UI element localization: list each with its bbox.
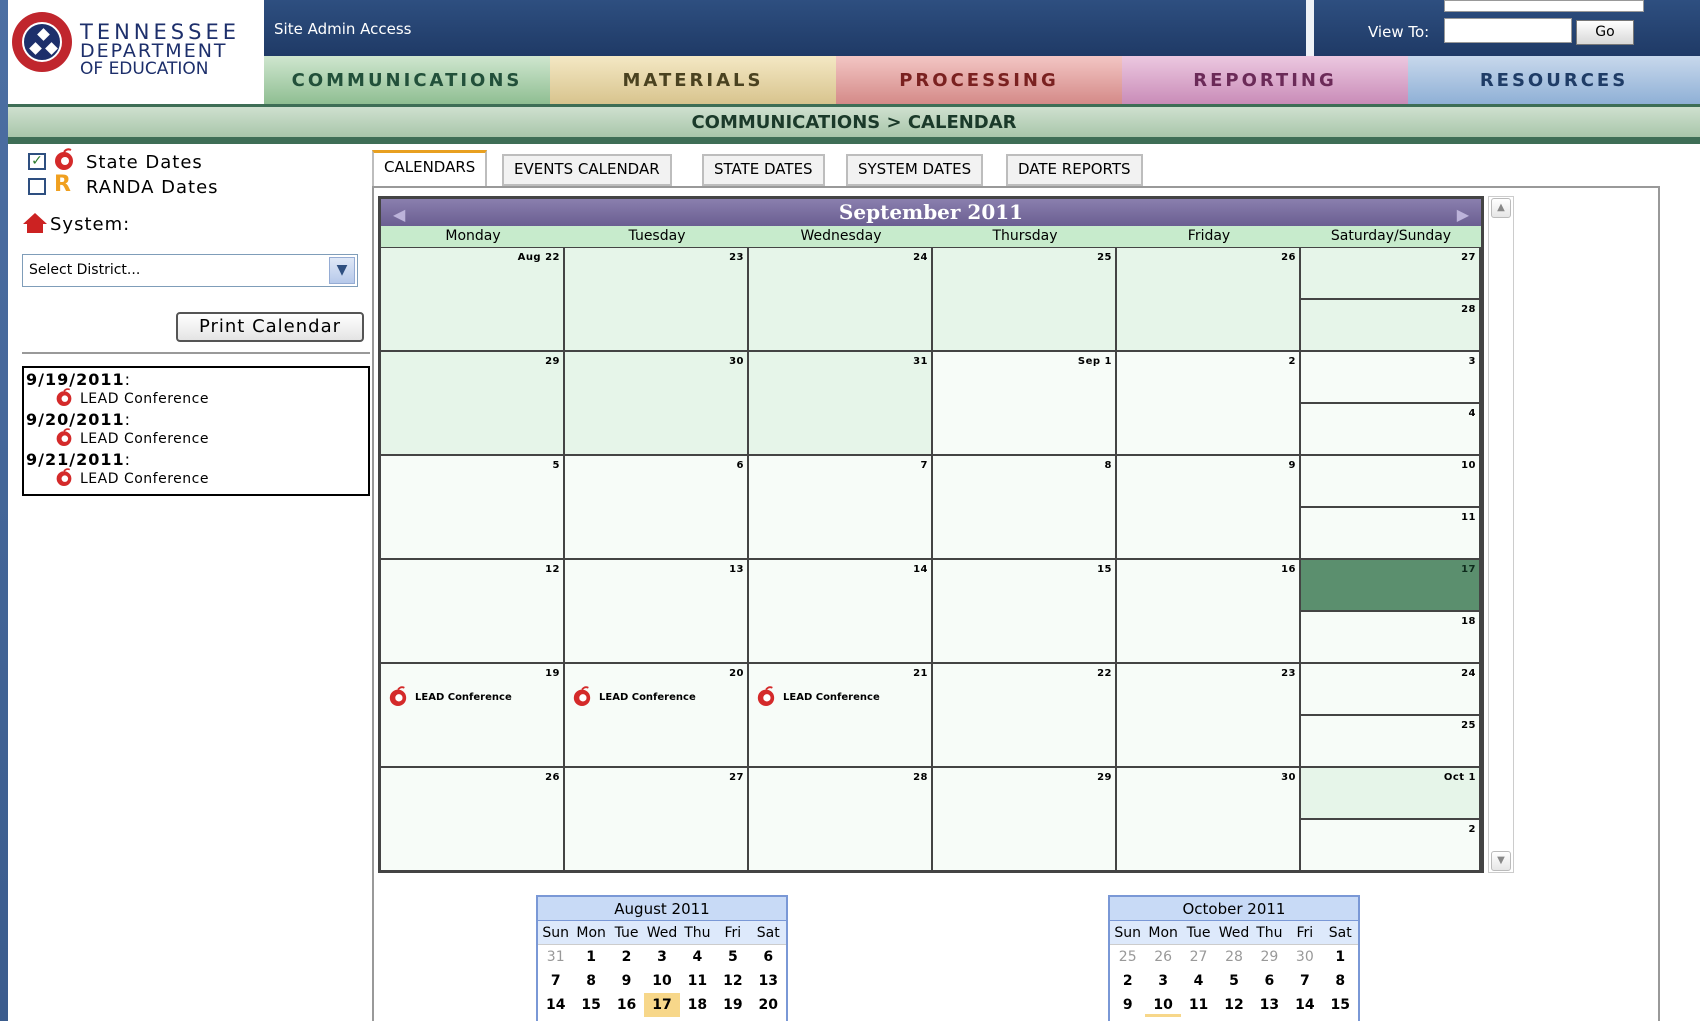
mini-weekday: Tue — [614, 925, 639, 941]
district-select-value: Select District... — [29, 262, 141, 278]
scroll-up-icon[interactable]: ▲ — [1491, 198, 1511, 218]
mini-day[interactable]: 5 — [727, 949, 738, 965]
prev-month-icon[interactable]: ◀ — [393, 205, 406, 224]
weekday-label: Friday — [1187, 228, 1231, 244]
randa-dates-label: RANDA Dates — [86, 177, 219, 198]
sidebar-divider — [22, 352, 370, 354]
go-button[interactable]: Go — [1576, 20, 1634, 45]
apple-icon — [571, 686, 593, 706]
day-number: 29 — [545, 356, 560, 367]
sunday-cell[interactable] — [1301, 508, 1481, 560]
day-cell[interactable] — [749, 560, 933, 664]
dropdown-arrow-icon[interactable]: ▼ — [329, 257, 355, 284]
view-to-input[interactable] — [1444, 18, 1572, 43]
apple-icon — [54, 428, 74, 446]
day-number: 27 — [729, 772, 744, 783]
event-date: 9/19/2011: — [26, 370, 132, 389]
day-cell[interactable] — [1117, 768, 1301, 872]
day-number: 24 — [1461, 668, 1476, 679]
state-dates-label: State Dates — [86, 152, 203, 173]
mini-day[interactable]: 13 — [758, 973, 778, 989]
mini-day[interactable]: 20 — [758, 997, 778, 1013]
day-number: 31 — [913, 356, 928, 367]
mini-day[interactable]: 9 — [1122, 997, 1133, 1013]
mini-calendar-title: August 2011 — [538, 897, 786, 921]
day-cell[interactable] — [1117, 352, 1301, 456]
apple-icon — [54, 468, 74, 486]
day-number: 20 — [729, 668, 744, 679]
mini-weekday: Wed — [646, 925, 678, 941]
mini-calendar-title: October 2011 — [1110, 897, 1358, 921]
tab-system-dates[interactable]: SYSTEM DATES — [846, 154, 983, 186]
mini-day[interactable]: 8 — [1335, 973, 1346, 989]
mini-calendar-week — [1110, 969, 1358, 993]
calendar-event[interactable] — [755, 686, 935, 706]
day-number: 13 — [729, 564, 744, 575]
day-cell[interactable] — [933, 560, 1117, 664]
day-cell[interactable] — [749, 352, 933, 456]
mini-weekday: Thu — [1256, 925, 1283, 941]
weekday-label: Thursday — [992, 228, 1058, 244]
event-list — [22, 366, 370, 496]
sunday-cell[interactable] — [1301, 820, 1481, 872]
day-cell[interactable] — [565, 768, 749, 872]
day-cell[interactable] — [749, 456, 933, 560]
day-cell[interactable] — [749, 664, 933, 768]
mini-day[interactable]: 4 — [692, 949, 703, 965]
main-nav — [264, 56, 1700, 104]
day-number: 26 — [1281, 252, 1296, 263]
mini-day[interactable]: 7 — [550, 973, 561, 989]
day-number: 24 — [913, 252, 928, 263]
mini-day[interactable]: 14 — [545, 997, 566, 1013]
day-cell[interactable] — [1117, 664, 1301, 768]
mini-weekday: Mon — [576, 925, 606, 941]
event-name: LEAD Conference — [80, 391, 209, 407]
day-cell[interactable] — [1117, 456, 1301, 560]
tab-calendars[interactable]: CALENDARS — [372, 150, 487, 188]
month-grid — [381, 248, 1481, 870]
mini-day[interactable]: 3 — [657, 949, 667, 965]
mini-day[interactable]: 14 — [1295, 997, 1315, 1013]
apple-icon — [755, 686, 777, 706]
event-name: LEAD Conference — [783, 692, 880, 703]
day-number: 23 — [1281, 668, 1296, 679]
day-cell[interactable] — [565, 456, 749, 560]
calendar-event[interactable] — [571, 686, 751, 706]
mini-day[interactable]: 2 — [1122, 973, 1133, 989]
day-number: 15 — [1097, 564, 1112, 575]
next-month-icon[interactable]: ▶ — [1456, 205, 1469, 224]
mini-day[interactable]: 2 — [621, 949, 632, 965]
mini-day[interactable]: 8 — [586, 973, 596, 989]
mini-day[interactable]: 7 — [1299, 973, 1310, 989]
day-number: 28 — [913, 772, 928, 783]
day-number: 14 — [913, 564, 928, 575]
randa-icon: R — [54, 172, 71, 197]
house-icon — [22, 212, 48, 234]
day-number: 3 — [1468, 356, 1476, 367]
day-cell[interactable] — [565, 248, 749, 352]
day-cell[interactable] — [933, 768, 1117, 872]
weekday-label: Saturday/Sunday — [1330, 228, 1452, 244]
day-cell[interactable] — [381, 768, 565, 872]
nav-resources[interactable]: RESOURCES — [1408, 56, 1700, 104]
left-edge-strip — [0, 0, 8, 1021]
mini-day[interactable]: 18 — [687, 997, 708, 1013]
day-number: 23 — [729, 252, 744, 263]
month-calendar — [378, 196, 1484, 873]
mini-weekday: Mon — [1148, 925, 1178, 941]
weekday-header — [381, 226, 1481, 248]
mini-day[interactable]: 17 — [644, 993, 679, 1017]
mini-day[interactable]: 31 — [546, 949, 565, 965]
saturday-cell[interactable] — [1301, 248, 1481, 300]
mini-day[interactable]: 28 — [1225, 949, 1243, 965]
day-number: 12 — [545, 564, 560, 575]
day-number: 29 — [1097, 772, 1112, 783]
mini-weekday: Sat — [756, 925, 780, 941]
mini-day[interactable]: 30 — [1295, 949, 1314, 965]
event-name: LEAD Conference — [415, 692, 512, 703]
tab-state-dates[interactable]: STATE DATES — [702, 154, 825, 186]
mini-day[interactable]: 26 — [1154, 949, 1173, 965]
day-number: 5 — [552, 460, 560, 471]
day-number: 2 — [1288, 356, 1296, 367]
day-number: Sep 1 — [1077, 356, 1112, 367]
mini-day[interactable]: 9 — [621, 973, 632, 989]
mini-day[interactable]: 25 — [1118, 949, 1137, 965]
state-dates-checkbox[interactable]: ✓ — [28, 153, 46, 170]
event-date: 9/21/2011: — [26, 450, 132, 469]
day-cell[interactable] — [381, 352, 565, 456]
mini-day[interactable]: 15 — [1330, 997, 1350, 1013]
logo-line-2: DEPARTMENT — [80, 40, 228, 62]
tn-seal-icon — [12, 12, 72, 72]
day-cell[interactable] — [749, 768, 933, 872]
mini-calendar-week — [1110, 993, 1358, 1017]
day-number: 25 — [1097, 252, 1112, 263]
day-number: 11 — [1461, 512, 1476, 523]
day-number: 2 — [1468, 824, 1476, 835]
site-admin-link[interactable]: Site Admin Access — [274, 20, 412, 38]
logo-line-3: OF EDUCATION — [80, 59, 209, 79]
mini-day[interactable]: 1 — [1335, 949, 1346, 965]
day-number: 30 — [1281, 772, 1296, 783]
sunday-cell[interactable] — [1301, 716, 1481, 768]
mini-calendar-august — [536, 895, 788, 1021]
logo-line-1: TENNESSEE — [80, 20, 240, 44]
day-number: 25 — [1461, 720, 1476, 731]
mini-calendar-week — [538, 945, 786, 969]
saturday-cell[interactable] — [1301, 352, 1481, 404]
weekday-label: Wednesday — [800, 228, 882, 244]
mini-calendar-weekdays — [1110, 921, 1358, 945]
event-name: LEAD Conference — [599, 692, 696, 703]
mini-weekday: Sun — [542, 925, 570, 941]
tab-date-reports[interactable]: DATE REPORTS — [1006, 154, 1143, 186]
breadcrumb-bar — [8, 104, 1700, 144]
saturday-cell[interactable] — [1301, 456, 1481, 508]
day-cell[interactable] — [565, 352, 749, 456]
mini-day[interactable]: 6 — [763, 949, 774, 965]
event-name: LEAD Conference — [80, 471, 209, 487]
day-cell[interactable] — [381, 664, 565, 768]
day-number: 28 — [1461, 304, 1476, 315]
view-to-label: View To: — [1368, 23, 1430, 41]
nav-reporting[interactable]: REPORTING — [1122, 56, 1408, 104]
day-cell[interactable] — [933, 352, 1117, 456]
scroll-down-icon[interactable]: ▼ — [1491, 851, 1511, 871]
mini-day[interactable]: 19 — [723, 997, 743, 1013]
calendar-scrollbar[interactable] — [1488, 196, 1514, 873]
day-number: 19 — [545, 668, 560, 679]
month-header — [381, 199, 1481, 226]
day-number: 7 — [920, 460, 928, 471]
day-number: 8 — [1104, 460, 1112, 471]
day-number: 27 — [1461, 252, 1476, 263]
day-number: Oct 1 — [1443, 772, 1476, 783]
mini-day[interactable]: 27 — [1189, 949, 1208, 965]
saturday-cell[interactable] — [1301, 560, 1481, 612]
breadcrumb: COMMUNICATIONS > CALENDAR — [691, 111, 1017, 133]
event-name: LEAD Conference — [80, 431, 209, 447]
mini-calendar-week — [538, 993, 786, 1017]
sunday-cell[interactable] — [1301, 404, 1481, 456]
apple-icon — [387, 686, 409, 706]
day-cell[interactable] — [933, 248, 1117, 352]
change-site-select[interactable] — [1444, 0, 1644, 12]
day-number: 26 — [545, 772, 560, 783]
day-number: 18 — [1461, 616, 1476, 627]
day-number: 4 — [1468, 408, 1476, 419]
calendar-event[interactable] — [387, 686, 567, 706]
day-number: 10 — [1461, 460, 1476, 471]
mini-calendar-week — [538, 969, 786, 993]
mini-day[interactable]: 11 — [1188, 997, 1209, 1013]
mini-day[interactable]: 10 — [1145, 993, 1180, 1017]
day-number: 9 — [1288, 460, 1296, 471]
mini-day[interactable]: 6 — [1264, 973, 1275, 989]
day-number: 30 — [729, 356, 744, 367]
mini-day[interactable]: 16 — [616, 997, 637, 1013]
mini-day[interactable]: 15 — [581, 997, 601, 1013]
day-cell[interactable] — [749, 248, 933, 352]
mini-calendar-october — [1108, 895, 1360, 1021]
print-calendar-button[interactable]: Print Calendar — [176, 312, 364, 342]
mini-day[interactable]: 1 — [586, 949, 596, 965]
mini-weekday: Tue — [1186, 925, 1211, 941]
mini-day[interactable]: 29 — [1260, 949, 1279, 965]
day-number: 21 — [913, 668, 928, 679]
day-number: 6 — [736, 460, 744, 471]
day-cell[interactable] — [933, 456, 1117, 560]
day-number: 16 — [1281, 564, 1296, 575]
district-select[interactable] — [22, 254, 358, 287]
sunday-cell[interactable] — [1301, 300, 1481, 352]
mini-day[interactable]: 13 — [1259, 997, 1280, 1013]
day-cell[interactable] — [381, 560, 565, 664]
day-number: 17 — [1461, 564, 1476, 575]
top-bar — [264, 0, 1700, 56]
weekday-label: Tuesday — [628, 228, 686, 244]
system-label: System: — [50, 214, 131, 235]
apple-icon — [52, 148, 76, 170]
month-title: September 2011 — [838, 200, 1024, 224]
mini-day[interactable]: 11 — [687, 973, 708, 989]
mini-weekday: Sat — [1328, 925, 1352, 941]
nav-processing[interactable]: PROCESSING — [836, 56, 1122, 104]
saturday-cell[interactable] — [1301, 768, 1481, 820]
randa-dates-checkbox[interactable] — [28, 178, 46, 195]
mini-calendar-week — [1110, 945, 1358, 969]
day-cell[interactable] — [381, 248, 565, 352]
tn-doe-logo[interactable] — [8, 0, 264, 104]
mini-day[interactable]: 3 — [1158, 973, 1168, 989]
apple-icon — [54, 388, 74, 406]
event-date: 9/20/2011: — [26, 410, 132, 429]
nav-communications[interactable]: COMMUNICATIONS — [264, 56, 550, 104]
tab-events-calendar[interactable]: EVENTS CALENDAR — [502, 154, 672, 186]
mini-weekday: Fri — [1296, 925, 1314, 941]
weekday-label: Monday — [445, 228, 501, 244]
day-cell[interactable] — [1117, 248, 1301, 352]
mini-weekday: Fri — [724, 925, 742, 941]
day-cell[interactable] — [933, 664, 1117, 768]
topbar-divider — [1306, 0, 1314, 56]
saturday-cell[interactable] — [1301, 664, 1481, 716]
day-number: Aug 22 — [517, 252, 560, 263]
day-cell[interactable] — [1117, 560, 1301, 664]
mini-weekday: Sun — [1114, 925, 1142, 941]
day-cell[interactable] — [565, 560, 749, 664]
mini-day[interactable]: 12 — [1224, 997, 1244, 1013]
mini-day[interactable]: 4 — [1193, 973, 1204, 989]
day-cell[interactable] — [381, 456, 565, 560]
mini-weekday: Thu — [684, 925, 711, 941]
mini-weekday: Wed — [1218, 925, 1250, 941]
sunday-cell[interactable] — [1301, 612, 1481, 664]
mini-day[interactable]: 12 — [723, 973, 743, 989]
day-cell[interactable] — [565, 664, 749, 768]
mini-calendar-weekdays — [538, 921, 786, 945]
mini-day[interactable]: 5 — [1229, 973, 1239, 989]
nav-materials[interactable]: MATERIALS — [550, 56, 836, 104]
mini-day[interactable]: 10 — [652, 973, 672, 989]
day-number: 22 — [1097, 668, 1112, 679]
